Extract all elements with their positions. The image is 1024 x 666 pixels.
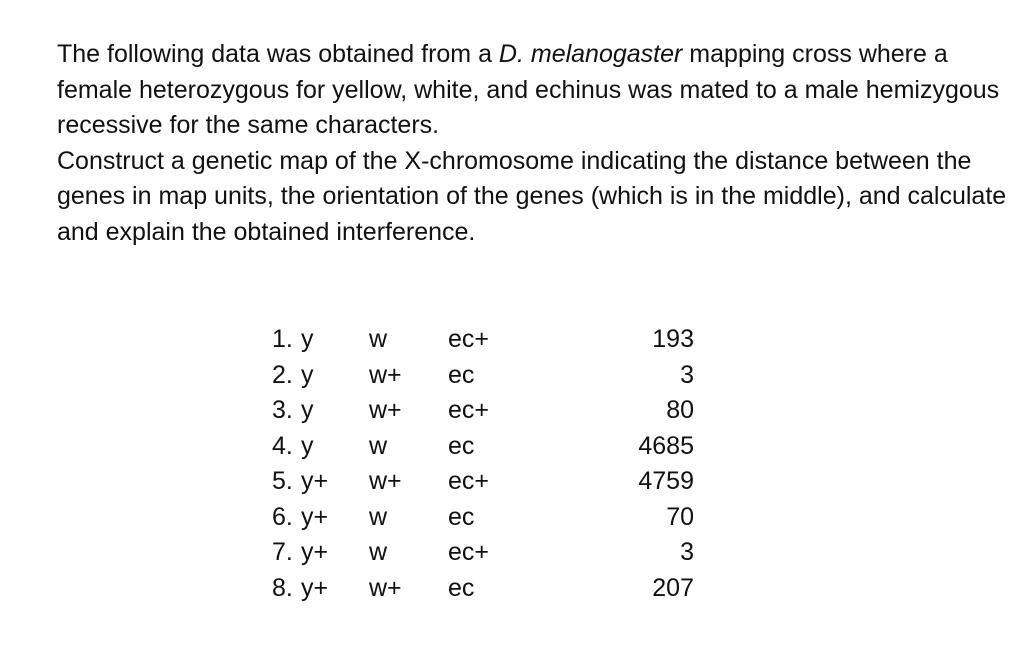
row-number: 6. bbox=[272, 502, 293, 531]
white-allele: w+ bbox=[369, 467, 402, 495]
table-row bbox=[272, 322, 694, 358]
yellow-allele: y bbox=[301, 396, 314, 424]
progeny-count: 80 bbox=[666, 396, 694, 424]
yellow-allele: y+ bbox=[301, 573, 329, 602]
question-paragraph-2: Construct a genetic map of the X-chromosome indicating the distance between the genes in map units, the orientation of the genes (which is in the middle), and calculate and explain the obtained interference. bbox=[57, 146, 1007, 246]
progeny-count: 3 bbox=[680, 360, 694, 389]
echinus-allele: ec+ bbox=[448, 538, 490, 566]
row-number: 2. bbox=[272, 360, 293, 389]
row-number: 4. bbox=[272, 431, 293, 460]
white-allele: w bbox=[369, 431, 388, 460]
row-number: 3. bbox=[272, 396, 293, 424]
question-cross-description: mapping cross where a female heterozygous for yellow, white, and echinus was mated to a male hemizygous recessive for the same characters. bbox=[57, 40, 1000, 139]
question-paragraph-1 bbox=[57, 37, 1007, 144]
echinus-allele: ec+ bbox=[448, 396, 490, 424]
white-allele: w+ bbox=[369, 360, 402, 389]
table-row bbox=[272, 358, 694, 394]
species-name: D. melanogaster bbox=[498, 40, 683, 68]
progeny-count: 4685 bbox=[638, 431, 694, 460]
white-allele: w bbox=[369, 502, 388, 531]
yellow-allele: y+ bbox=[301, 502, 329, 531]
table-row bbox=[272, 535, 694, 571]
white-allele: w+ bbox=[369, 396, 402, 424]
table-row bbox=[272, 429, 694, 465]
progeny-count: 70 bbox=[666, 502, 694, 531]
question-text bbox=[57, 37, 1007, 250]
white-allele: w bbox=[369, 325, 388, 353]
echinus-allele: ec bbox=[448, 360, 475, 389]
question-intro: The following data was obtained from a bbox=[57, 40, 499, 68]
yellow-allele: y bbox=[301, 325, 314, 353]
yellow-allele: y bbox=[301, 431, 314, 460]
cross-data-table bbox=[272, 322, 694, 606]
table-row bbox=[272, 393, 694, 429]
progeny-count: 193 bbox=[652, 325, 694, 353]
yellow-allele: y+ bbox=[301, 467, 329, 495]
yellow-allele: y+ bbox=[301, 538, 329, 566]
echinus-allele: ec+ bbox=[448, 467, 490, 495]
echinus-allele: ec+ bbox=[448, 325, 490, 353]
progeny-count: 3 bbox=[680, 538, 694, 566]
echinus-allele: ec bbox=[448, 502, 475, 531]
yellow-allele: y bbox=[301, 360, 314, 389]
row-number: 5. bbox=[272, 467, 293, 495]
row-number: 1. bbox=[272, 325, 293, 353]
progeny-count: 207 bbox=[652, 573, 694, 602]
echinus-allele: ec bbox=[448, 431, 475, 460]
table-row bbox=[272, 464, 694, 500]
white-allele: w bbox=[369, 538, 388, 566]
progeny-count: 4759 bbox=[638, 467, 694, 495]
echinus-allele: ec bbox=[448, 573, 475, 602]
row-number: 7. bbox=[272, 538, 293, 566]
row-number: 8. bbox=[272, 573, 293, 602]
table-row bbox=[272, 500, 694, 536]
table-row bbox=[272, 571, 694, 607]
white-allele: w+ bbox=[369, 573, 402, 602]
